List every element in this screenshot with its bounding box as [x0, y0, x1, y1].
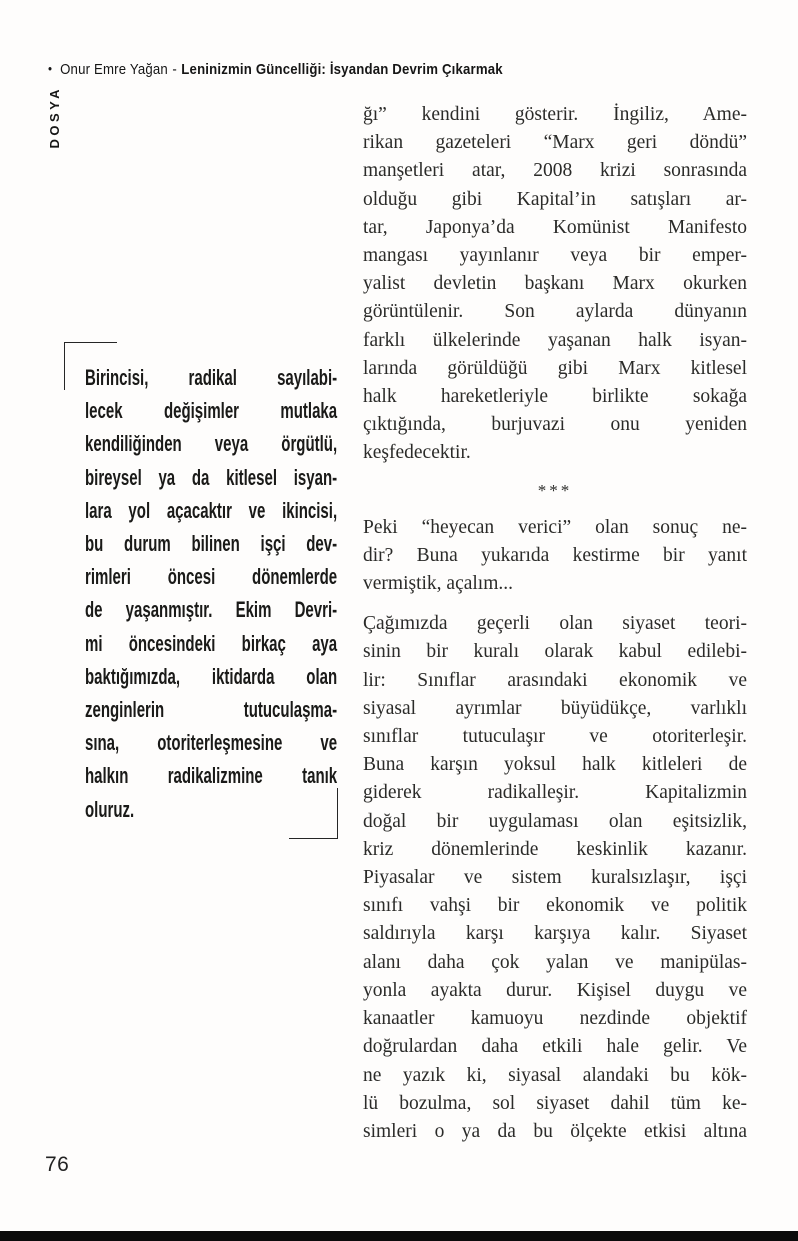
body-line: farklı ülkelerinde yaşanan halk isyan- [363, 329, 747, 351]
pull-quote-line: halkın radikalizmine tanık [85, 763, 338, 789]
body-line: Peki “heyecan verici” olan sonuç ne- [363, 516, 747, 538]
pull-quote-line: Birincisi, radikal sayılabi- [85, 365, 338, 390]
body-column [363, 101, 747, 1158]
body-line: Çağımızda geçerli olan siyaset teori- [363, 613, 747, 635]
body-line: simleri o ya da bu ölçekte etkisi altına [363, 1120, 747, 1142]
pull-quote-line: de yaşanmıştır. Ekim Devri- [85, 597, 338, 623]
body-paragraph [363, 514, 747, 599]
body-line: çıktığında, burjuvazi onu yeniden [363, 414, 747, 436]
page-number: 76 [45, 1153, 70, 1176]
header-bullet-icon: • [48, 61, 53, 76]
pull-quote-line: baktığımızda, iktidarda olan [85, 663, 338, 689]
pull-quote-line: lecek değişimler mutlaka [85, 398, 338, 424]
pull-quote [85, 361, 337, 826]
body-line: halk hareketleriyle birlikte sokağa [363, 386, 747, 408]
body-line: siyasal ayrımlar büyüdükçe, varlıklı [363, 697, 747, 719]
body-line: mangası yayınlanır veya bir emper- [363, 245, 747, 267]
body-line: vermiştik, açalım... [363, 573, 514, 595]
body-line: giderek radikalleşir. Kapitalizmin [363, 782, 747, 804]
quote-bracket-bottom-right [289, 788, 338, 839]
body-line: Piyasalar ve sistem kuralsızlaşır, işçi [363, 867, 747, 889]
body-line: doğal bir uygulaması olan eşitsizlik, [363, 810, 747, 832]
body-paragraph [363, 101, 747, 468]
body-line: yalist devletin başkanı Marx okurken [363, 273, 747, 295]
header-article-title: Leninizmin Güncelliği: İsyandan Devrim Çıkarmak [181, 61, 503, 78]
body-line: sınıfı vahşi bir ekonomik ve politik [363, 895, 747, 917]
body-line: lir: Sınıflar arasındaki ekonomik ve [363, 669, 747, 691]
header-separator: - [172, 61, 177, 78]
body-line: keşfedecektir. [363, 442, 471, 464]
pull-quote-line: mi öncesindeki birkaç aya [85, 630, 338, 656]
body-line: kriz dönemlerinde keskinlik kazanır. [363, 838, 747, 860]
pull-quote-line: kendiliğinden veya örgütlü, [85, 431, 338, 457]
body-line: tar, Japonya’da Komünist Manifesto [363, 216, 747, 238]
pull-quote-line: bireysel ya da kitlesel isyan- [85, 464, 338, 490]
body-line: ğı” kendini gösterir. İngiliz, Ame- [363, 104, 747, 125]
pull-quote-line: zenginlerin tutuculaşma- [85, 697, 338, 723]
body-line: alanı daha çok yalan ve manipülas- [363, 951, 747, 973]
pull-quote-line: rimleri öncesi dönemlerde [85, 564, 338, 590]
body-line: manşetleri atar, 2008 krizi sonrasında [363, 160, 747, 182]
body-line: olduğu gibi Kapital’in satışları ar- [363, 188, 747, 210]
body-line: görüntülenir. Son aylarda dünyanın [363, 301, 747, 323]
body-line: larında görüldüğü gibi Marx kitlesel [363, 357, 747, 379]
section-label-dosya: DOSYA [47, 86, 62, 149]
body-line: kanaatler kamuoyu nezdinde objektif [363, 1008, 747, 1030]
running-header [48, 61, 503, 78]
body-line: rikan gazeteleri “Marx geri döndü” [363, 132, 747, 154]
pull-quote-line: sına, otoriterleşmesine ve [85, 730, 338, 756]
body-line: yonla ayakta durur. Kişisel duygu ve [363, 979, 747, 1001]
body-line: Buna karşın yoksul halk kitleleri de [363, 754, 747, 776]
body-line: dir? Buna yukarıda kestirme bir yanıt [363, 544, 747, 566]
body-line: saldırıyla karşı karşıya kalır. Siyaset [363, 923, 747, 945]
pull-quote-line: bu durum bilinen işçi dev- [85, 531, 338, 557]
asterisk-separator: *** [537, 480, 573, 500]
header-author: Onur Emre Yağan [60, 61, 168, 78]
pull-quote-line: oluruz. [85, 796, 135, 822]
body-line: sinin bir kuralı olarak kabul edilebi- [363, 641, 747, 663]
pull-quote-line: lara yol açacaktır ve ikincisi, [85, 497, 338, 523]
body-line: ne yazık ki, siyasal alandaki bu kök- [363, 1064, 747, 1086]
footer-bar [0, 1231, 798, 1241]
body-line: doğrulardan daha etkili hale gelir. Ve [363, 1036, 747, 1058]
body-line: lü bozulma, sol siyaset dahil tüm ke- [363, 1092, 747, 1114]
body-paragraph [363, 610, 747, 1146]
body-line: sınıflar tutuculaşır ve otoriterleşir. [363, 726, 747, 748]
